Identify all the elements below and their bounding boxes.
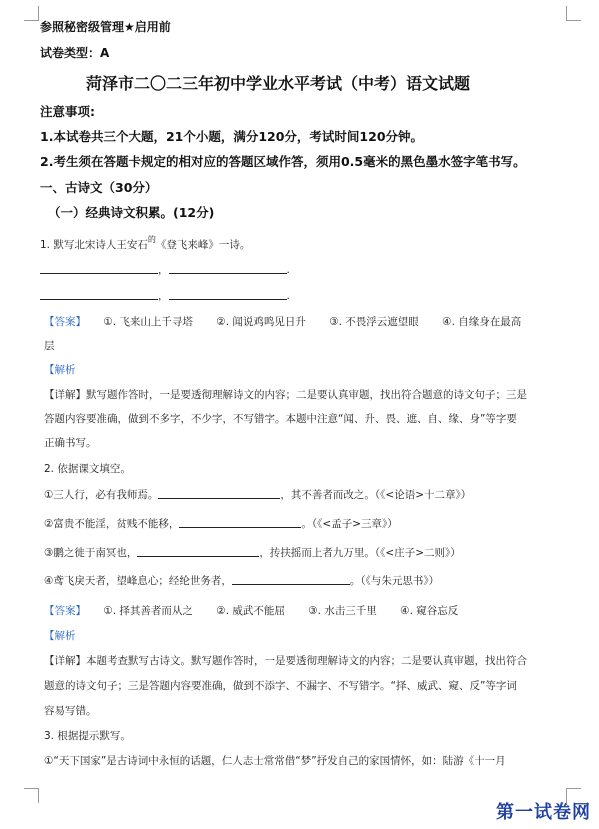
answer-tag: 【答案】 xyxy=(44,316,86,328)
answer-tag: 【答案】 xyxy=(44,605,86,617)
q1-detail-line: 正确书写。 xyxy=(44,437,97,449)
section-heading-1: 一、古诗文（30分） xyxy=(40,180,158,195)
paper-type-label: 试卷类型：A xyxy=(40,46,110,60)
q1-answer xyxy=(44,314,521,329)
confidential-label: 参照秘密级管理★启用前 xyxy=(40,20,171,34)
answer-blank[interactable] xyxy=(169,263,287,274)
q2-detail-line: 题意的诗文句子；三是答题内容要准确，做到不添字、不漏字、不写错字。“择、威武、窥、反”等字词 xyxy=(44,680,517,692)
answer-item: ②. 威武不能屈 xyxy=(216,605,285,617)
notice-item-2: 2.考生须在答题卡规定的相对应的答题区域作答，须用0.5毫米的黑色墨水签字笔书写。 xyxy=(40,154,526,169)
answer-item: ①. 择其善者而从之 xyxy=(103,605,193,617)
q3-stem: 3. 根据提示默写。 xyxy=(44,730,131,742)
q1-stem: 1. 默写北宋诗人王安石$^的$《登飞来峰》一诗。 xyxy=(40,235,251,251)
crop-mark-top-right xyxy=(566,6,581,21)
answer-blank[interactable] xyxy=(40,289,158,300)
answer-item: ③. 水击三千里 xyxy=(308,605,377,617)
answer-blank[interactable] xyxy=(169,289,287,300)
notice-heading: 注意事项: xyxy=(40,104,95,119)
answer-item: ③. 不畏浮云遮望眼 xyxy=(329,316,419,328)
analysis-tag: 【解析 xyxy=(44,364,76,376)
answer-item: ④. 自缘身在最高 xyxy=(442,316,522,328)
analysis-tag: 【解析 xyxy=(44,630,76,642)
q3-line-1: ①“天下国家”是古诗词中永恒的话题，仁人志士常常借“梦”抒发自己的家国情怀，如：陆游《十一月 xyxy=(44,755,506,767)
crop-mark-top-left xyxy=(24,6,39,21)
q2-answer xyxy=(44,603,458,618)
answer-item: ④. 窥谷忘反 xyxy=(400,605,459,617)
notice-item-1: 1.本试卷共三个大题，21个小题，满分120分，考试时间120分钟。 xyxy=(40,129,424,144)
answer-item: ②. 闻说鸡鸣见日升 xyxy=(216,316,306,328)
subsection-heading-1: （一）经典诗文积累。(12分) xyxy=(48,205,215,220)
answer-item: ①. 飞来山上千寻塔 xyxy=(103,316,193,328)
answer-blank[interactable] xyxy=(179,517,301,528)
q2-detail-line: 容易写错。 xyxy=(44,705,97,717)
q2-stem: 2. 依据课文填空。 xyxy=(44,463,131,475)
q1-detail-line: 【详解】默写题作答时，一是要透彻理解诗文的内容；二是要认真审题，找出符合题意的诗文句子；三是 xyxy=(44,389,527,401)
q2-line-3: ③鹏之徙于南冥也， ，抟扶摇而上者九万里。（《<庄子>二则》） xyxy=(44,547,461,559)
answer-blank[interactable] xyxy=(232,574,350,585)
q1-answer-tail: 层 xyxy=(44,340,55,352)
site-watermark: 第一试卷网 xyxy=(496,802,591,823)
q2-line-2: ②富贵不能淫，贫贱不能移， 。（《<孟子>三章》） xyxy=(44,518,398,530)
answer-blank[interactable] xyxy=(40,263,158,274)
answer-blank[interactable] xyxy=(137,546,259,557)
answer-blank[interactable] xyxy=(158,488,280,499)
q2-detail-line: 【详解】本题考查默写古诗文。默写题作答时，一是要透彻理解诗文的内容；二是要认真审题，找出符合 xyxy=(44,655,527,667)
q1-blank-row-1: ， . xyxy=(40,262,290,277)
q2-line-1: ①三人行，必有我师焉。 ，其不善者而改之。（《<论语>十二章》） xyxy=(44,489,472,501)
q2-line-4: ④鸢飞戾天者，望峰息心；经纶世务者， 。（《与朱元思书》） xyxy=(44,575,440,587)
q1-blank-row-2: ， . xyxy=(40,288,290,303)
q1-detail-line: 答题内容要准确，做到不多字，不少字，不写错字。本题中注意“闻、升、畏、遮、自、缘、身”等字要 xyxy=(44,413,517,425)
exam-title: 菏泽市二〇二三年初中学业水平考试（中考）语文试题 xyxy=(86,74,471,93)
crop-mark-bottom-left xyxy=(24,788,39,803)
